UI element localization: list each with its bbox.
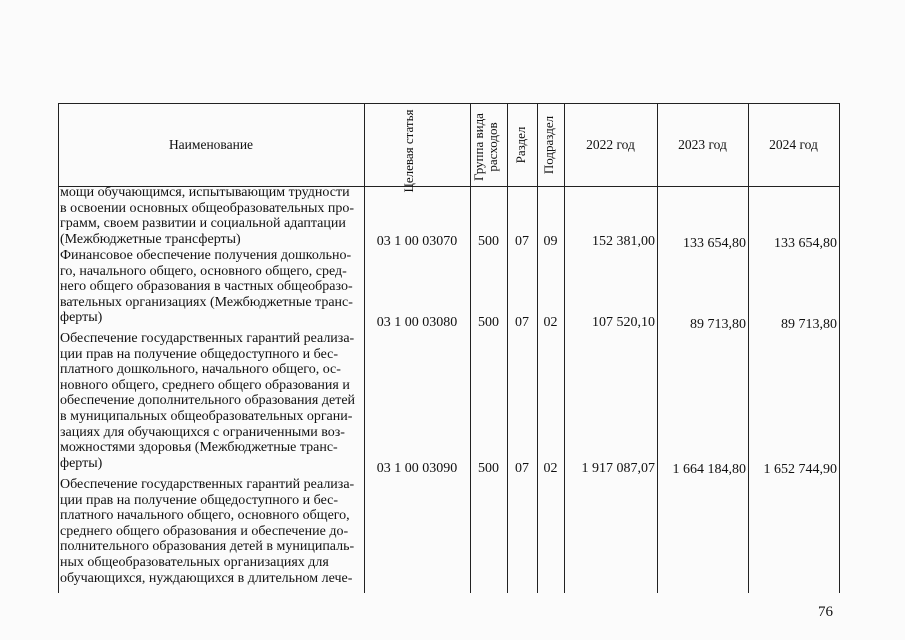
row-1-2024: 133 654,80 [774,236,837,251]
row-2-description: Финансовое обеспечение получения дошкольно- го, начального общего, основного общего, сред- него общего образования в частных общеобразо- вательных организациях (Межбюджетные транс- ферты) [60,248,353,326]
row-2-section: 07 [515,315,529,330]
row-1-subsection: 09 [543,234,558,249]
header-2024: 2024 год [769,137,818,152]
row-3-code: 03 1 00 03090 [376,461,458,476]
row-4-description: Обеспечение государственных гарантий реализа- ции прав на получение общедоступного и бес- платного начального общего, основного общего, среднего общего образования и обеспечение до- полнительного образования детей в муниципаль- ных общеобразовательных организациях для обучающихся, нуждающихся в длительном лече- [60,477,355,586]
header-target-article: Целевая статья [401,109,416,193]
row-3-description: Обеспечение государственных гарантий реализа- ции прав на получение общедоступного и бес- платного дошкольного, начального общего, ос- новного общего, среднего общего образования и обеспечение дополнительного образования детей в муниципальных общеобразовательных органи- зациях для обучающихся с ограниченными воз- можностями здоровья (Межбюджетные транс- ферты) [60,331,356,471]
row-2-code: 03 1 00 03080 [376,315,458,330]
header-expense-group: Группа вида расходов [471,113,500,181]
row-1-group: 500 [478,234,499,249]
row-2-2024: 89 713,80 [781,317,837,332]
row-3-subsection: 02 [543,461,558,476]
row-2-2023: 89 713,80 [690,317,746,332]
row-1-2023: 133 654,80 [683,236,746,251]
row-1-code: 03 1 00 03070 [376,234,458,249]
row-3-group: 500 [478,461,499,476]
header-2022: 2022 год [586,137,635,152]
row-1-description: мощи обучающимся, испытывающим трудности в освоении основных общеобразовательных про- грамм, своем развитии и социальной адаптации (Межбюджетные трансферты) [60,185,355,247]
row-3-2024: 1 652 744,90 [763,462,837,477]
row-2-subsection: 02 [543,315,558,330]
table-top-border [58,103,839,104]
header-name: Наименование [168,137,254,152]
page-number: 76 [818,604,833,620]
col-border-1 [364,103,365,593]
col-border-4 [537,103,538,593]
row-2-2022: 107 520,10 [592,315,655,330]
row-3-2022: 1 917 087,07 [581,461,655,476]
col-border-3 [507,103,508,593]
col-border-7 [748,103,749,593]
header-section: Раздел [513,126,528,164]
col-border-8 [839,103,840,593]
row-1-2022: 152 381,00 [592,234,655,249]
row-3-2023: 1 664 184,80 [672,462,746,477]
row-2-group: 500 [478,315,499,330]
header-subsection: Подраздел [541,115,556,175]
col-border-5 [564,103,565,593]
row-1-section: 07 [515,234,529,249]
header-2023: 2023 год [678,137,727,152]
col-border-6 [657,103,658,593]
row-3-section: 07 [515,461,529,476]
col-border-0 [58,103,59,593]
